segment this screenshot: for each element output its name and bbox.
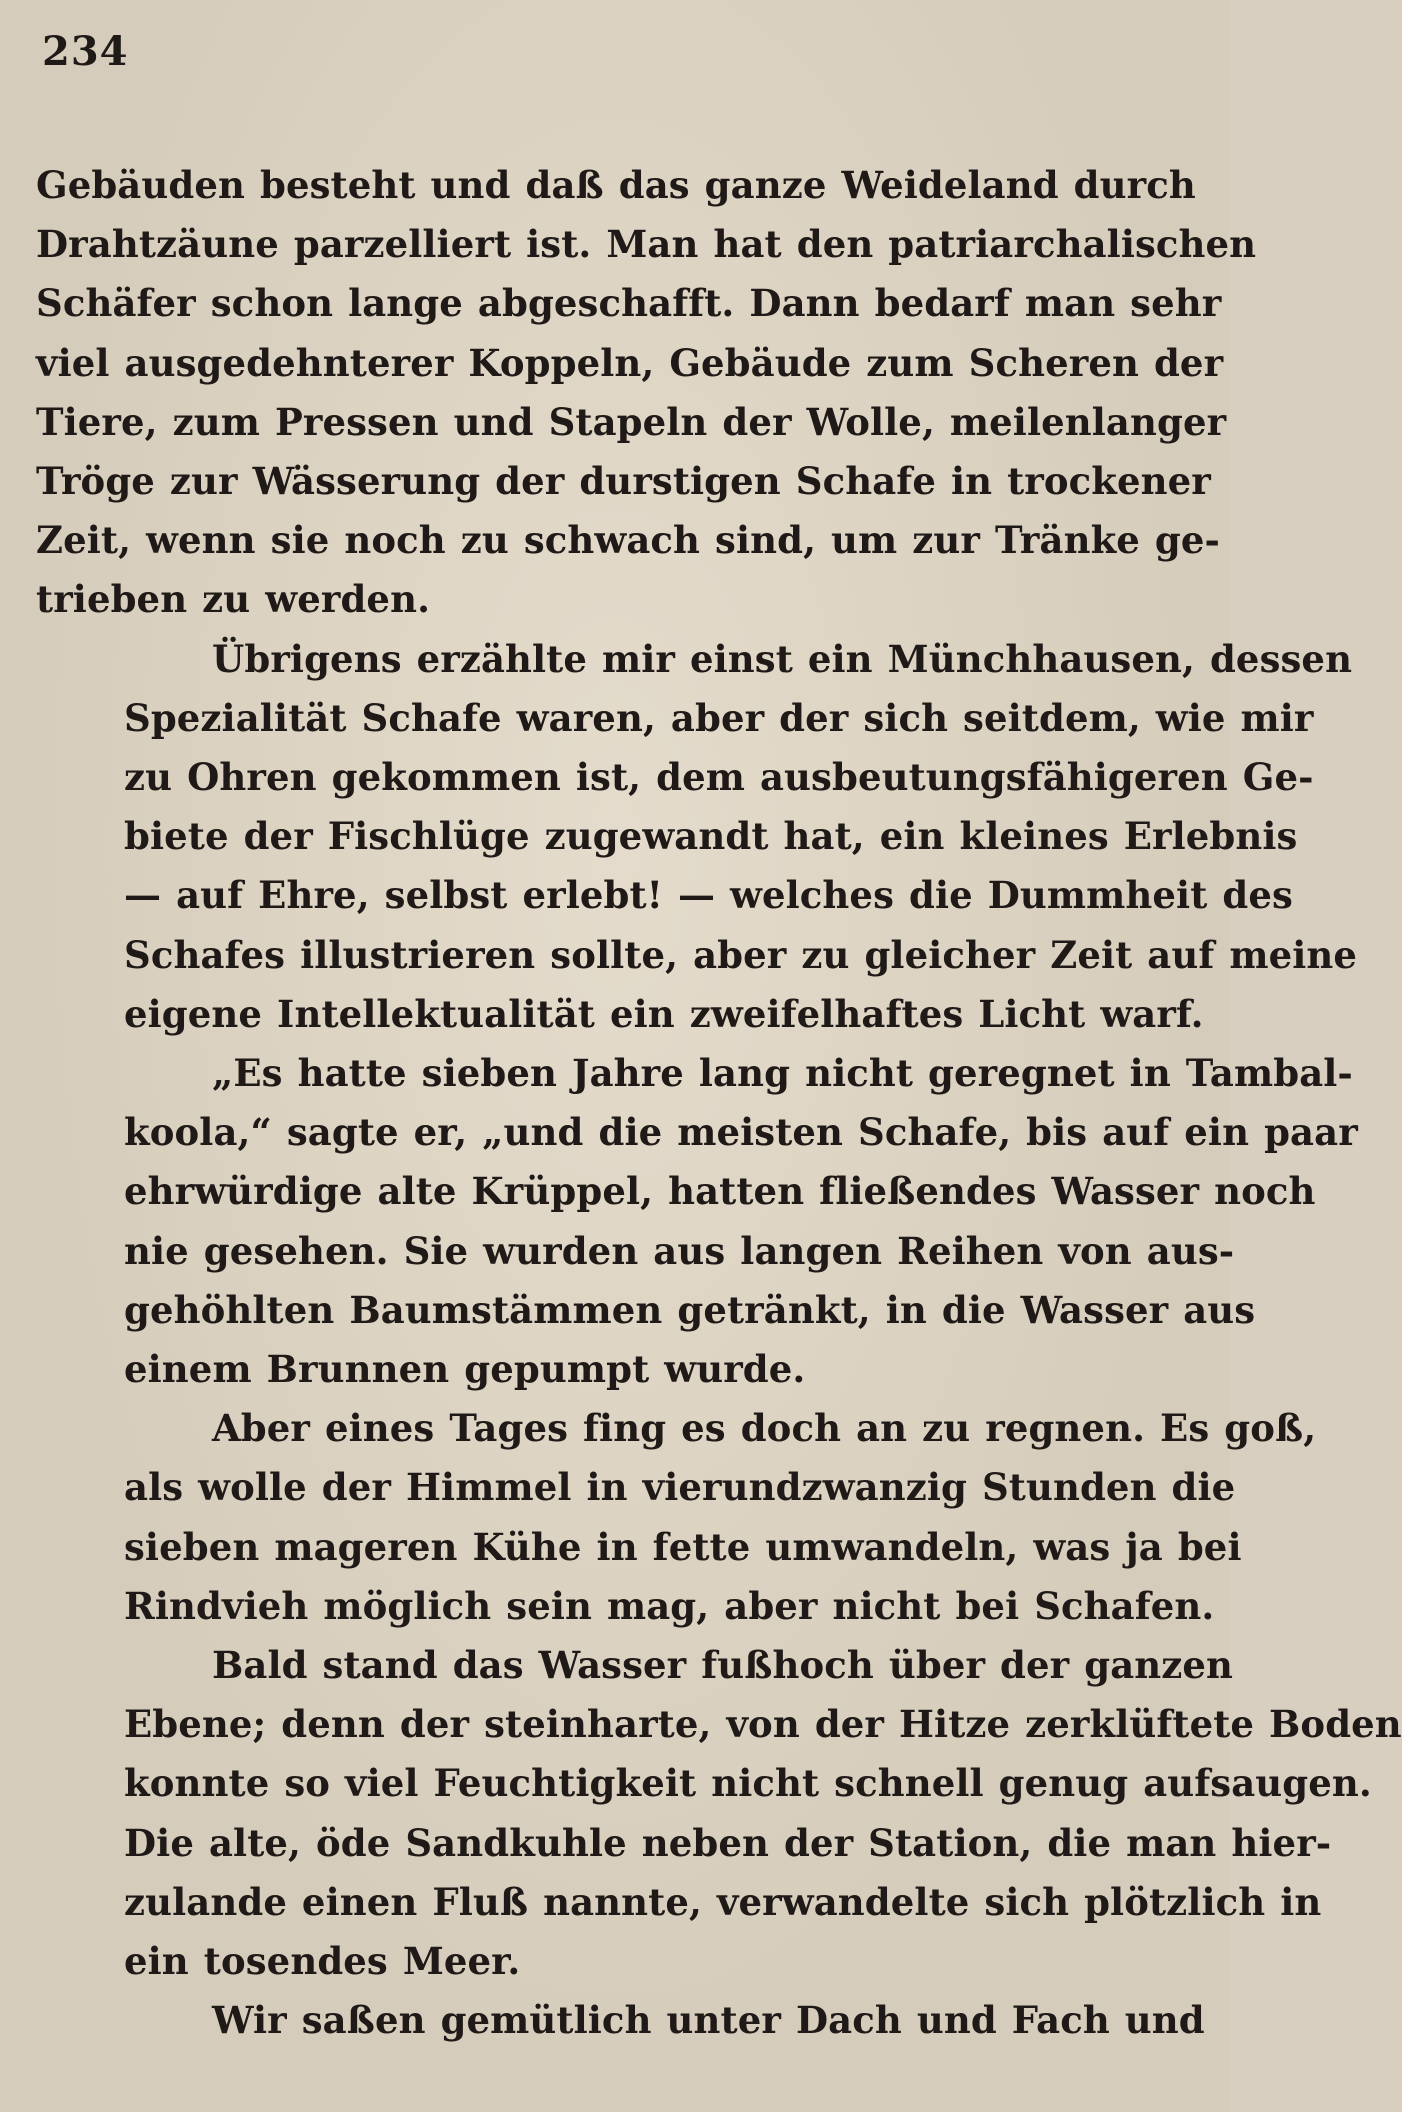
text-line: ein tosendes Meer. <box>124 1939 521 1984</box>
text-line: zu Ohren gekommen ist, dem ausbeutungsfähigeren Ge- <box>124 755 1314 800</box>
text-line: koola,“ sagte er, „und die meisten Schafe, bis auf ein paar <box>124 1110 1358 1155</box>
body-text <box>36 156 1402 2051</box>
page-number: 234 <box>42 28 129 75</box>
paragraph <box>36 630 1358 1044</box>
paragraph <box>36 1044 1358 1399</box>
text-line: Die alte, öde Sandkuhle neben der Station, die man hier- <box>124 1820 1332 1865</box>
text-line: trieben zu werden. <box>36 577 431 622</box>
text-line: Bald stand das Wasser fußhoch über der ganzen <box>212 1643 1234 1688</box>
text-line: Übrigens erzählte mir einst ein Münchhausen, dessen <box>212 636 1353 681</box>
text-line: als wolle der Himmel in vierundzwanzig Stunden die <box>124 1465 1236 1510</box>
text-line: einem Brunnen gepumpt wurde. <box>124 1347 806 1392</box>
text-line: zulande einen Fluß nannte, verwandelte sich plötzlich in <box>124 1879 1322 1924</box>
paragraph <box>36 156 1257 630</box>
text-line: Tiere, zum Pressen und Stapeln der Wolle, meilenlanger <box>36 399 1227 444</box>
text-line: Gebäuden besteht und daß das ganze Weideland durch <box>36 163 1196 207</box>
text-line: Zeit, wenn sie noch zu schwach sind, um zur Tränke ge- <box>36 518 1220 563</box>
text-line: sieben mageren Kühe in fette umwandeln, was ja bei <box>124 1524 1242 1569</box>
paragraph <box>36 1399 1317 1636</box>
text-line: konnte so viel Feuchtigkeit nicht schnell genug aufsaugen. <box>124 1761 1372 1806</box>
text-line: Tröge zur Wässerung der durstigen Schafe in trockener <box>36 459 1211 504</box>
text-line: Rindvieh möglich sein mag, aber nicht bei Schafen. <box>124 1583 1215 1628</box>
text-line: Ebene; denn der steinharte, von der Hitze zerklüftete Boden <box>124 1702 1402 1747</box>
text-line: nie gesehen. Sie wurden aus langen Reihen von aus- <box>124 1228 1235 1273</box>
paragraph <box>36 1991 1205 2050</box>
text-line: Schafes illustrieren sollte, aber zu gleicher Zeit auf meine <box>124 932 1358 977</box>
text-line: „Es hatte sieben Jahre lang nicht geregnet in Tambal- <box>212 1051 1353 1096</box>
text-line: viel ausgedehnterer Koppeln, Gebäude zum Scheren der <box>36 340 1224 385</box>
text-line: Wir saßen gemütlich unter Dach und Fach und <box>212 1998 1205 2043</box>
text-line: — auf Ehre, selbst erlebt! — welches die Dummheit des <box>124 873 1293 918</box>
text-line: Spezialität Schafe waren, aber der sich seitdem, wie mir <box>124 695 1314 740</box>
text-line: ehrwürdige alte Krüppel, hatten fließendes Wasser noch <box>124 1169 1316 1214</box>
text-line: Aber eines Tages fing es doch an zu regnen. Es goß, <box>212 1406 1317 1451</box>
text-line: biete der Fischlüge zugewandt hat, ein kleines Erlebnis <box>124 814 1298 859</box>
paragraph <box>36 1636 1402 1991</box>
text-line: gehöhlten Baumstämmen getränkt, in die Wasser aus <box>124 1287 1256 1332</box>
text-line: Drahtzäune parzelliert ist. Man hat den patriarchalischen <box>36 222 1257 267</box>
text-line: eigene Intellektualität ein zweifelhaftes Licht warf. <box>124 991 1204 1036</box>
text-line: Schäfer schon lange abgeschafft. Dann bedarf man sehr <box>36 281 1222 326</box>
